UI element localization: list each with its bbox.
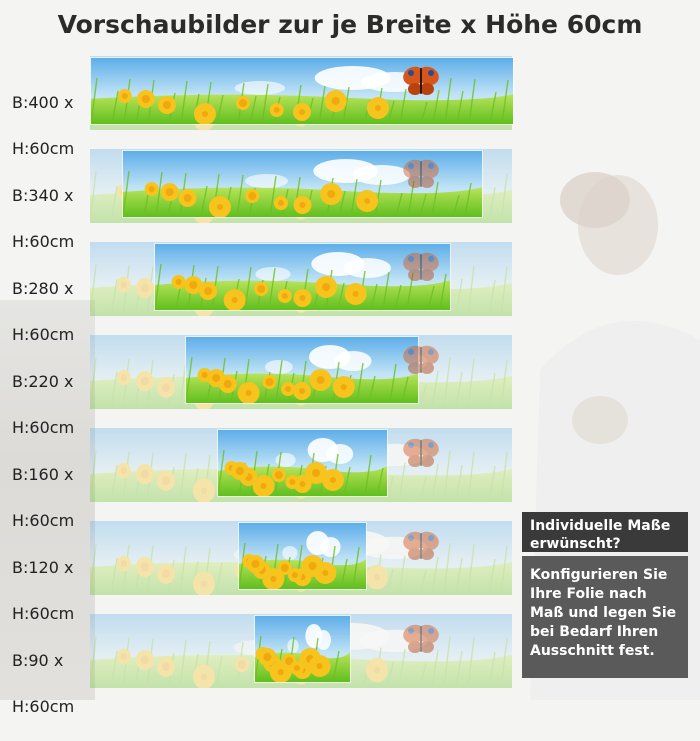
butterfly-icon [401,157,441,195]
size-label-width: B:120 x [12,558,74,577]
info-box-heading: Individuelle Maße erwünscht? [522,512,688,552]
page-title: Vorschaubilder zur je Breite x Höhe 60cm [57,10,643,39]
meadow-image [239,523,366,589]
size-label-height: H:60cm [12,232,75,251]
size-preview-row [0,337,520,437]
size-preview-row [0,58,520,158]
size-label-width: B:220 x [12,372,74,391]
size-label-height: H:60cm [12,139,75,158]
butterfly-icon [401,529,441,567]
size-label-height: H:60cm [12,511,75,530]
size-label-width: B:160 x [12,465,74,484]
size-label-height: H:60cm [12,418,75,437]
info-box-text: Konfigurieren Sie Ihre Folie nach Maß und legen Sie bei Bedarf Ihren Ausschnitt fest. [522,556,688,678]
butterfly-icon [401,436,441,474]
size-label [12,626,74,741]
size-label-width: B:280 x [12,279,74,298]
meadow-image [255,616,350,682]
meadow-image [91,58,513,124]
butterfly-icon [401,622,441,660]
size-label-width: B:340 x [12,186,74,205]
butterfly-icon [401,343,441,381]
size-preview-row [0,430,520,530]
size-preview-row [0,523,520,623]
size-label-height: H:60cm [12,604,75,623]
butterfly-icon [401,64,441,102]
size-preview-row [0,151,520,251]
size-label-width: B:400 x [12,93,74,112]
custom-size-info-box [522,512,688,680]
butterfly-icon [401,250,441,288]
size-label-height: H:60cm [12,697,75,716]
size-preview-row [0,616,520,716]
size-label-height: H:60cm [12,325,75,344]
meadow-image [186,337,418,403]
size-label-width: B:90 x [12,651,64,670]
size-preview-row [0,244,520,344]
meadow-image [218,430,387,496]
